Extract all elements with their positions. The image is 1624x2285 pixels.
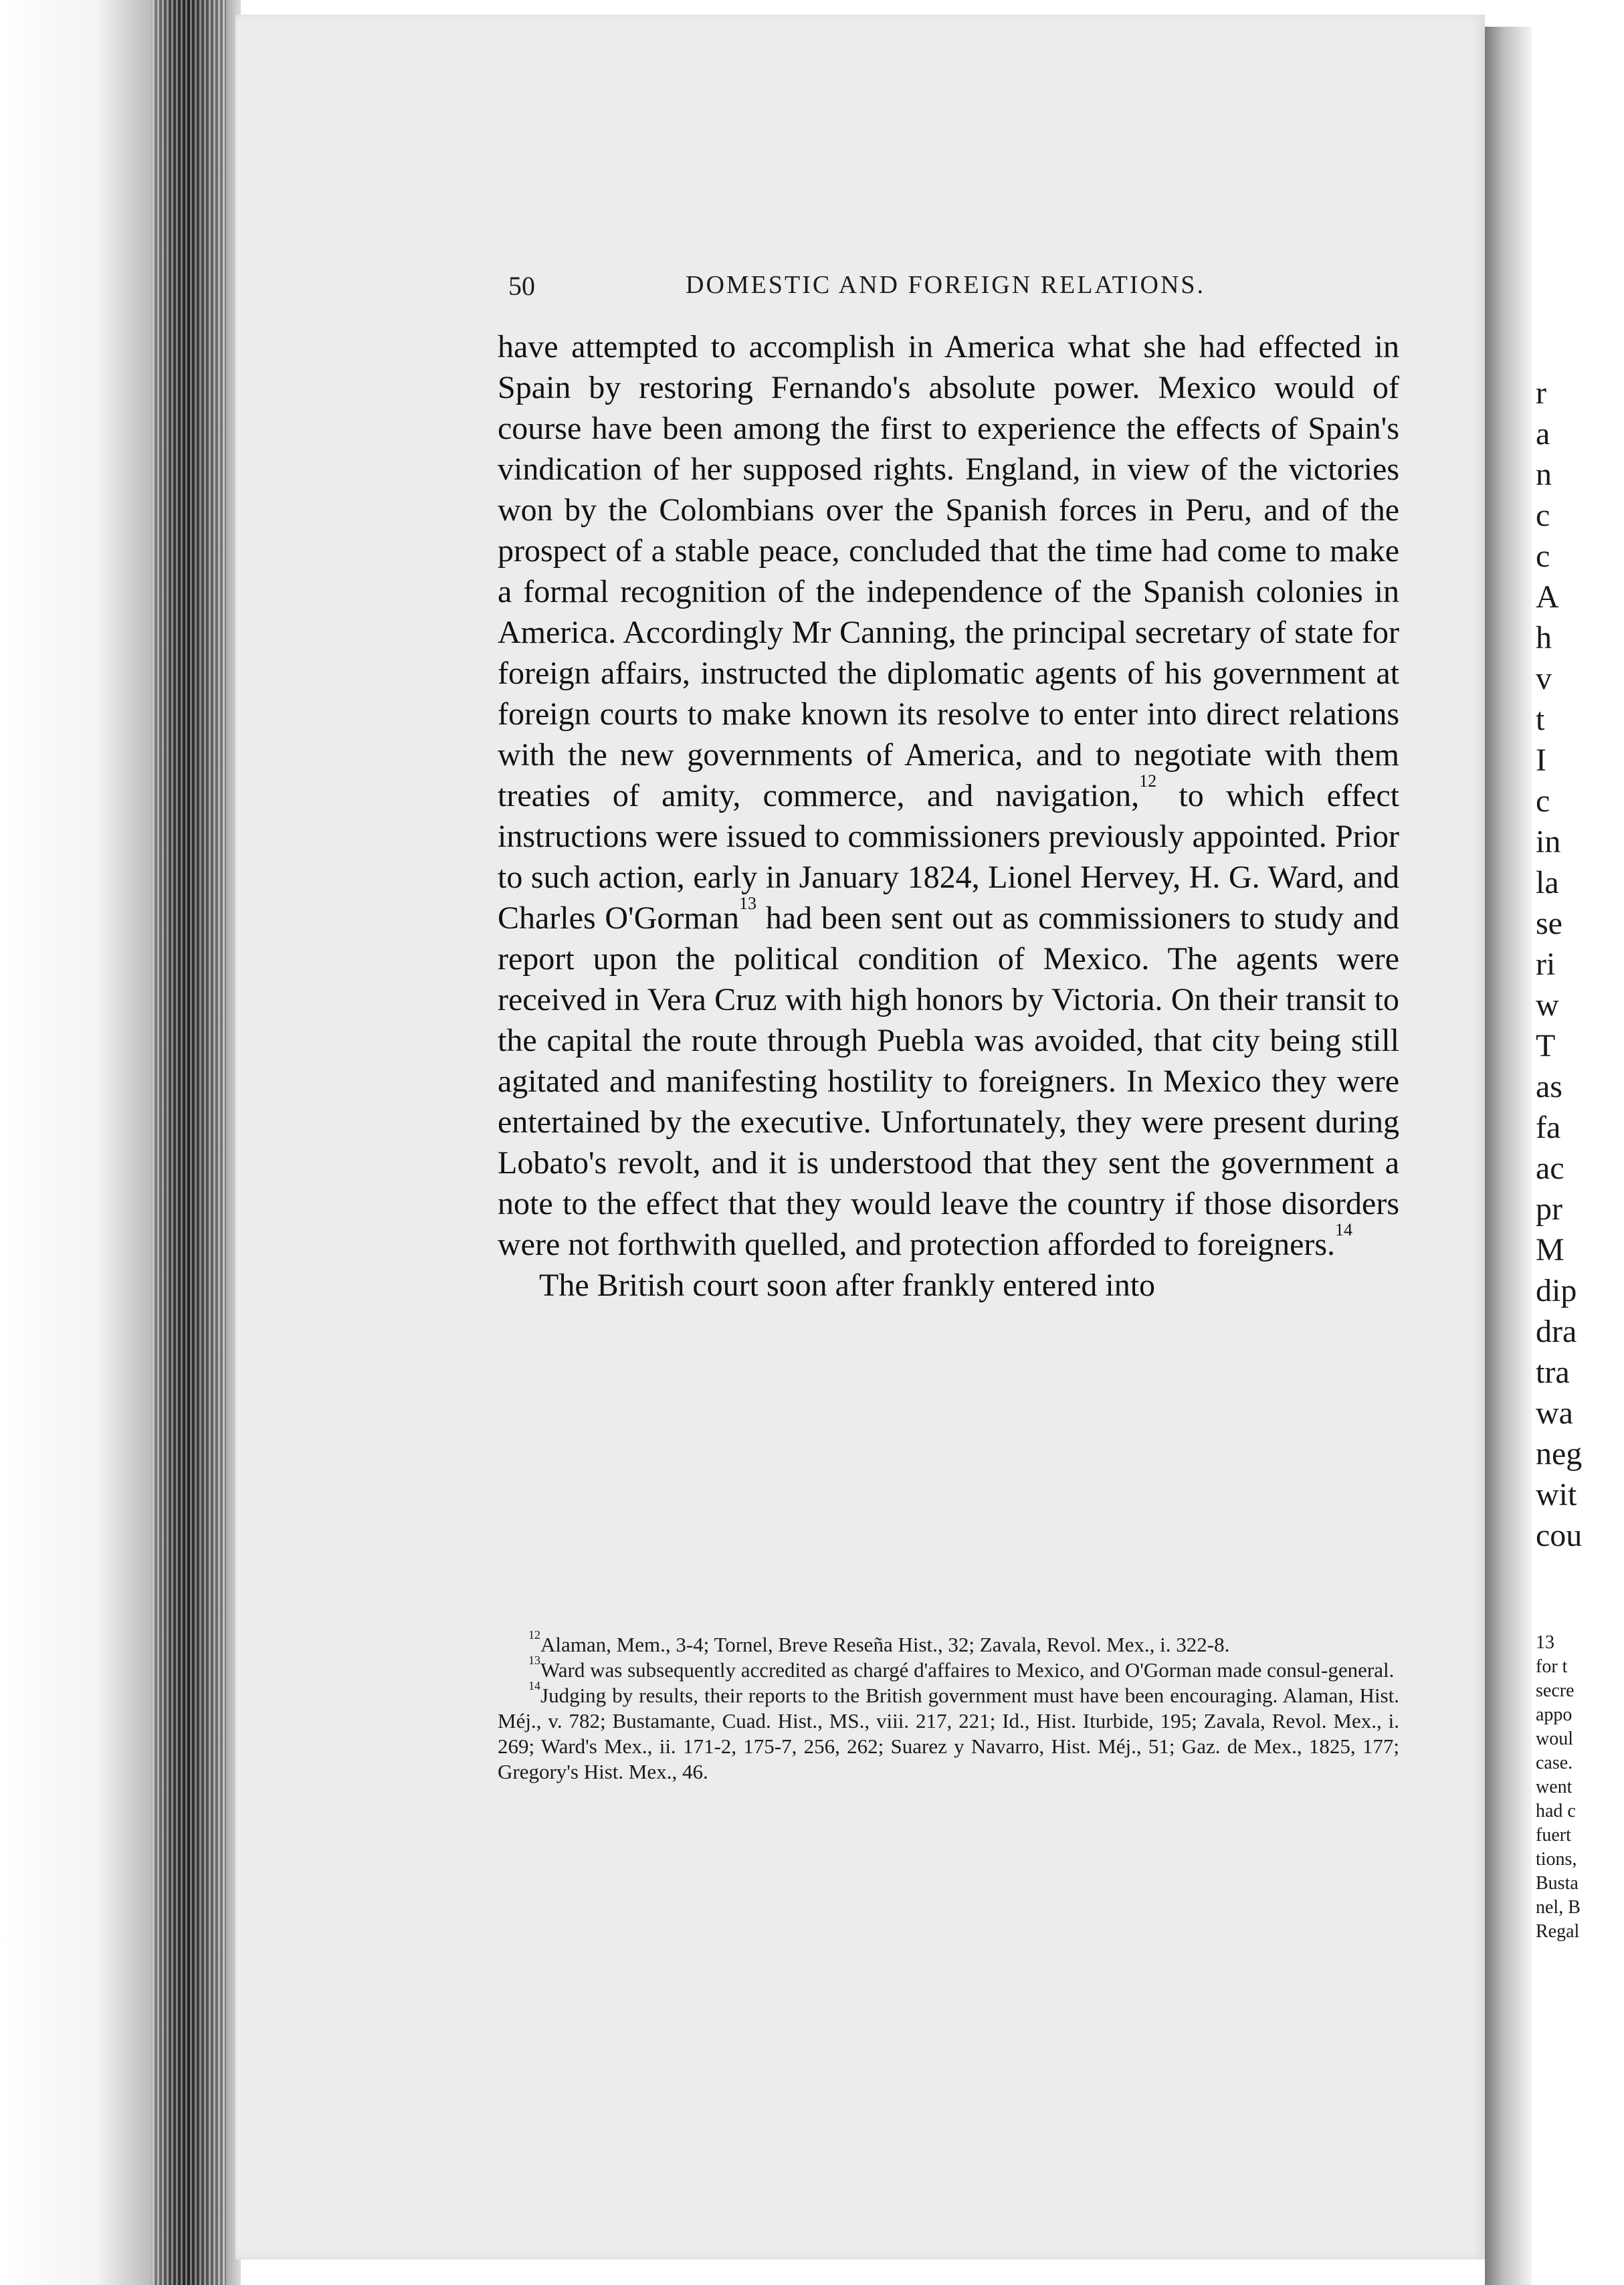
gutter-shadow <box>1485 27 1532 2285</box>
facing-note-fragment: woul <box>1536 1728 1573 1749</box>
facing-page-fragment: r <box>1536 375 1546 411</box>
facing-note-fragment: fuert <box>1536 1825 1571 1846</box>
facing-page-fragment: ac <box>1536 1151 1564 1186</box>
footnote-ref[interactable]: 12 <box>1139 771 1157 791</box>
footnote-12: $^{12}$Alaman, Mem., 3-4; Tornel, Breve Reseña Hist., 32; Zavala, Revol. Mex., i. 322-8. <box>528 1627 1230 1656</box>
facing-page-fragment: wit <box>1536 1477 1577 1512</box>
facing-note-fragment: nel, B <box>1536 1897 1581 1918</box>
body-text <box>498 326 1399 1306</box>
footnote-13: $^{13}$Ward was subsequently accredited as chargé d'affaires to Mexico, and O'Gorman made consul-general. <box>528 1653 1395 1682</box>
facing-page-fragment: pr <box>1536 1191 1562 1227</box>
page-edges <box>153 0 226 2285</box>
facing-note-fragment: had c <box>1536 1801 1576 1821</box>
facing-note-fragment: Regal <box>1536 1921 1580 1942</box>
facing-page-fragment: I <box>1536 742 1546 778</box>
paragraph: The British court soon after frankly entered into <box>539 1268 1156 1303</box>
facing-page-fragment: c <box>1536 498 1550 533</box>
facing-page-fragment: A <box>1536 579 1559 615</box>
facing-page-fragment: c <box>1536 783 1550 819</box>
facing-page-fragment: as <box>1536 1069 1562 1104</box>
facing-page-fragment: la <box>1536 865 1559 900</box>
facing-page-fragment: tra <box>1536 1355 1570 1390</box>
facing-page-fragment: dra <box>1536 1314 1577 1349</box>
facing-note-fragment: for t <box>1536 1656 1568 1677</box>
facing-page-fragment: h <box>1536 620 1552 656</box>
facing-page-fragment: w <box>1536 987 1559 1023</box>
facing-page-fragment: M <box>1536 1232 1564 1268</box>
paragraph: have attempted to accomplish in America what she had effected in Spain by restoring Fernando's absolute power. Mexico would of course have been among the first to experience the effects of Spain's vindication of her supposed rights. England, in view of the victories won by the Colombians over the Spanish forces in Peru, and of the prospect of a stable peace, concluded that the time had come to make a formal recognition of the independence of the Spanish colonies in America. Accordingly Mr Canning, the principal secretary of state for foreign affairs, instructed the diplomatic agents of his government at foreign courts to make known its resolve to enter into direct relations with the new governments of America, and to negotiate with them treaties of amity, commerce, and navigation,$^{12}$ to which effect instructions were issued to commissioners previously appointed. Prior to such action, early in January 1824, Lionel Hervey, H. G. Ward, and Charles O'Gorman$^{13}$ had been sent out as commissioners to study and report upon the political condition of Mexico. The agents were received in Vera Cruz with high honors by Victoria. On their transit to the capital the route through Puebla was avoided, that city being still agitated and manifesting hostility to foreigners. In Mexico they were entertained by the executive. Unfortunately, they were present during Lobato's revolt, and it is understood that they sent the government a note to the effect that they would leave the country if those disorders were not forthwith quelled, and protection afforded to foreigners.$^{14}$ <box>498 329 1399 1262</box>
facing-page-fragment: fa <box>1536 1110 1561 1145</box>
facing-page-fragment: cou <box>1536 1518 1583 1553</box>
footnotes <box>498 1627 1399 1785</box>
facing-page-fragment: t <box>1536 702 1545 737</box>
facing-note-fragment: Busta <box>1536 1873 1579 1894</box>
facing-note-fragment: appo <box>1536 1704 1572 1725</box>
facing-page-fragment: ri <box>1536 947 1556 982</box>
footnote-ref[interactable]: 13 <box>738 894 756 913</box>
facing-page-fragment: se <box>1536 906 1562 941</box>
facing-note-fragment: tions, <box>1536 1849 1577 1870</box>
facing-note-fragment: case. <box>1536 1753 1573 1773</box>
facing-page-fragment: n <box>1536 457 1552 492</box>
facing-page-fragment: v <box>1536 661 1552 696</box>
facing-page-fragment: T <box>1536 1028 1556 1064</box>
facing-page-fragment: wa <box>1536 1395 1573 1431</box>
footnote-14: $^{14}$Judging by results, their reports to the British government must have been encouraging. Alaman, Hist. Méj., v. 782; Bustamante, Cuad. Hist., MS., viii. 217, 221; Id., Hist. Iturbide, 195; Zavala, Revol. Mex., i. 269; Ward's Mex., ii. 171-2, 175-7, 256, 262; Suarez y Navarro, Hist. Méj., 51; Gaz. de Mex., 1825, 177; Gregory's Hist. Mex., 46. <box>498 1678 1399 1783</box>
facing-note-fragment: went <box>1536 1777 1572 1797</box>
facing-page-fragment: in <box>1536 824 1561 860</box>
facing-page <box>1532 40 1624 2285</box>
facing-page-fragment: dip <box>1536 1273 1577 1308</box>
facing-note-fragment: secre <box>1536 1680 1575 1701</box>
running-title: DOMESTIC AND FOREIGN RELATIONS. <box>686 271 1206 299</box>
facing-note-fragment: 13 <box>1536 1632 1554 1653</box>
running-head <box>495 270 1284 310</box>
facing-page-fragment: a <box>1536 416 1550 452</box>
page-number: 50 <box>508 271 535 301</box>
footnote-ref[interactable]: 14 <box>1335 1220 1353 1239</box>
facing-page-fragment: neg <box>1536 1436 1583 1472</box>
facing-page-fragment: c <box>1536 538 1550 574</box>
